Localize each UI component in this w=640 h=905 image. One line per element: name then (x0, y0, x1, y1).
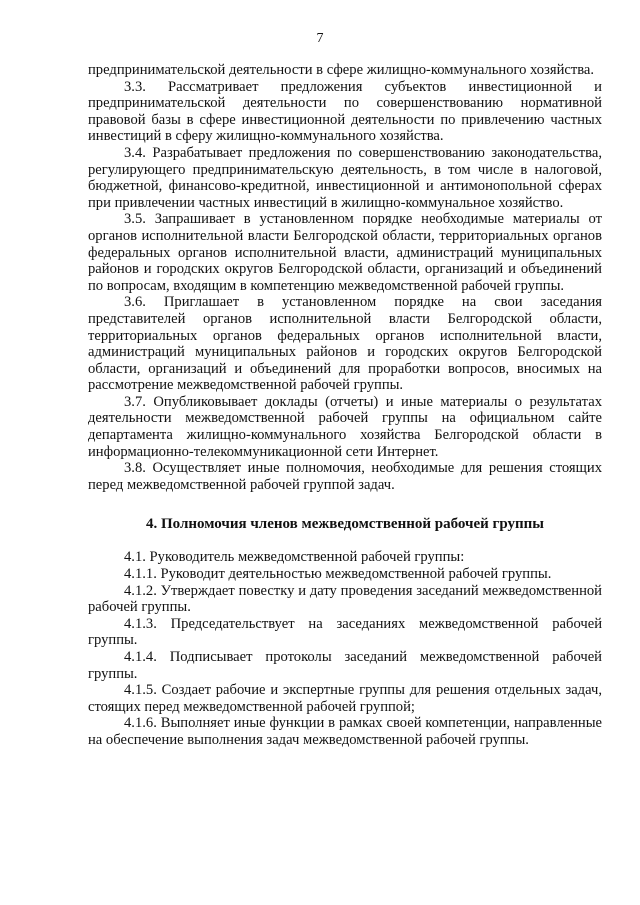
paragraph-4-1-6: 4.1.6. Выполняет иные функции в рамках своей компетенции, направленные на обеспечение выполнения задач межведомственной рабочей группы. (88, 715, 602, 748)
paragraph-3-5: 3.5. Запрашивает в установленном порядке необходимые материалы от органов исполнительной власти Белгородской области, территориальных органов федеральных органов исполнительной власти, администраций муниципальных районов и городских округов Белгородской области, организаций и объединений по вопросам, входящим в компетенцию межведомственной рабочей группы. (88, 211, 602, 294)
page-number: 7 (316, 31, 324, 46)
document-body (88, 62, 602, 749)
paragraph-3-4: 3.4. Разрабатывает предложения по совершенствованию законодательства, регулирующего предпринимательскую деятельность, в том числе в налоговой, бюджетной, финансово-кредитной, инвестиционной и антимонопольной сферах при привлечении частных инвестиций в жилищно-коммунальное хозяйство. (88, 144, 602, 211)
paragraph-3-3: 3.3. Рассматривает предложения субъектов инвестиционной и предпринимательской деятельности по совершенствованию нормативной правовой базы в сфере инвестиционной деятельности по привлечению частных инвестиций в сферу жилищно-коммунального хозяйства. (88, 78, 602, 145)
paragraph-3-6: 3.6. Приглашает в установленном порядке на свои заседания представителей органов исполнительной власти Белгородской области, территориальных органов федеральных органов исполнительной власти, администраций муниципальных районов и городских округов Белгородской области, организаций и объединений для проработки вопросов, вносимых на рассмотрение межведомственной рабочей группы. (88, 294, 602, 394)
paragraph-4-1-1: 4.1.1. Руководит деятельностью межведомственной рабочей группы. (124, 566, 552, 583)
paragraph-4-1-2: 4.1.2. Утверждает повестку и дату проведения заседаний межведомственной рабочей группы. (88, 582, 602, 616)
paragraph-3-7: 3.7. Опубликовывает доклады (отчеты) и иные материалы о результатах деятельности межведомственной рабочей группы на официальном сайте департамента жилищно-коммунального хозяйства Белгородской области в информационно-телекоммуникационной сети Интернет. (88, 393, 602, 460)
paragraph-4-1-5: 4.1.5. Создает рабочие и экспертные группы для решения отдельных задач, стоящих перед межведомственной рабочей группой; (88, 682, 602, 715)
paragraph-4-1: 4.1. Руководитель межведомственной рабочей группы: (124, 549, 465, 566)
paragraph-4-1-3: 4.1.3. Председательствует на заседаниях межведомственной рабочей группы. (88, 615, 602, 649)
section-heading: 4. Полномочия членов межведомственной рабочей группы (145, 516, 544, 533)
paragraph-3-8: 3.8. Осуществляет иные полномочия, необходимые для решения стоящих перед межведомственной рабочей группой задач. (88, 460, 602, 493)
paragraph-4-1-4: 4.1.4. Подписывает протоколы заседаний межведомственной рабочей группы. (88, 649, 602, 682)
paragraph-continuation: предпринимательской деятельности в сфере жилищно-коммунального хозяйства. (88, 62, 595, 78)
